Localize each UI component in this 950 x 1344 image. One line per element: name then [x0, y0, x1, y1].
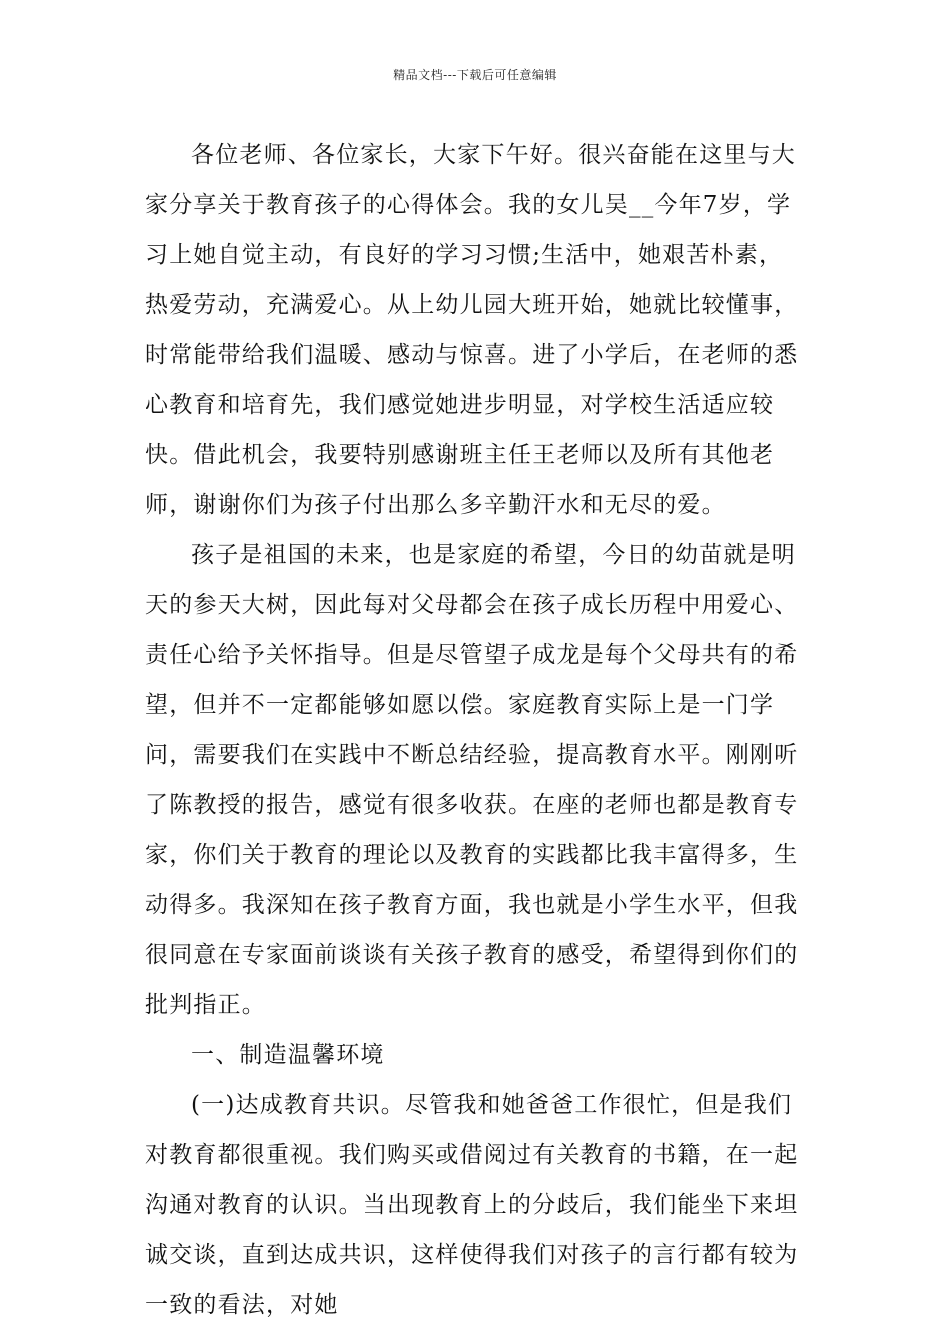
- page-header: 精品文档---下载后可任意编辑: [393, 68, 557, 82]
- section-heading: 一、制造温馨环境: [191, 1042, 385, 1068]
- paragraph-greeting: 各位老师、各位家长，大家下午好。很兴奋能在这里与大家分享关于教育孩子的心得体会。我的女儿吴__今年7岁，学习上她自觉主动，有良好的学习习惯;生活中，她艰苦朴素，热爱劳动，充满爱心。从上幼儿园大班开始，她就比较懂事，时常能带给我们温暖、感动与惊喜。进了小学后，在老师的悉心教育和培育先，我们感觉她进步明显，对学校生活适应较快。借此机会，我要特别感谢班主任王老师以及所有其他老师，谢谢你们为孩子付出那么多辛勤汗水和无尽的爱。: [145, 142, 799, 518]
- document-body: [145, 130, 805, 1330]
- paragraph-future: 孩子是祖国的未来，也是家庭的希望，今日的幼苗就是明天的参天大树，因此每对父母都会在孩子成长历程中用爱心、责任心给予关怀指导。但是尽管望子成龙是每个父母共有的希望，但并不一定都能够如愿以偿。家庭教育实际上是一门学问，需要我们在实践中不断总结经验，提高教育水平。刚刚听了陈教授的报告，感觉有很多收获。在座的老师也都是教育专家，你们关于教育的理论以及教育的实践都比我丰富得多，生动得多。我深知在孩子教育方面，我也就是小学生水平，但我很同意在专家面前谈谈有关孩子教育的感受，希望得到你们的批判指正。: [145, 542, 799, 1018]
- paragraph-consensus: (一)达成教育共识。尽管我和她爸爸工作很忙，但是我们对教育都很重视。我们购买或借阅过有关教育的书籍，在一起沟通对教育的认识。当出现教育上的分歧后，我们能坐下来坦诚交谈，直到达成共识，这样使得我们对孩子的言行都有较为一致的看法，对她: [145, 1092, 799, 1318]
